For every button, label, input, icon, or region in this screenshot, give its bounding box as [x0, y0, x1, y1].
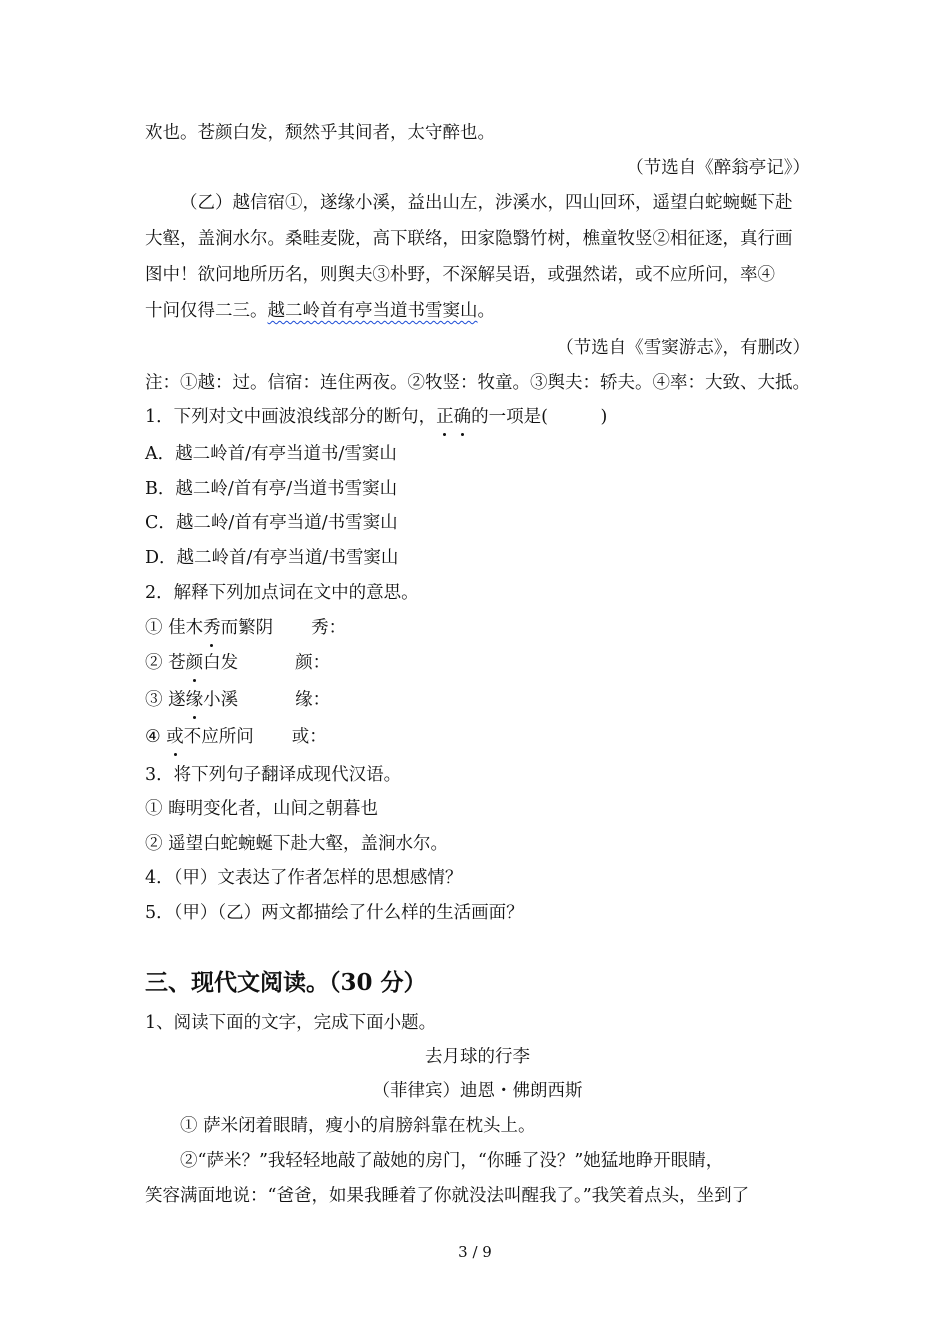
- passage-b-line-2: 大壑，盖涧水尔。桑畦麦陇，高下联络，田家隐翳竹树，樵童牧竖②相征逐，真行画: [145, 229, 793, 249]
- passage-a-source: （节选自《醉翁亭记》）: [626, 158, 810, 178]
- option-b: B．越二岭/首有亭/当道书雪窦山: [145, 479, 398, 499]
- passage-b-source: （节选自《雪窦游志》，有删改）: [556, 338, 810, 358]
- q2-item-3-dotted: 缘: [186, 687, 204, 713]
- dotted-char-2: 确: [454, 404, 472, 430]
- story-title: 去月球的行李: [425, 1047, 530, 1067]
- passage-b-line-4-plain: 十问仅得二三。: [145, 301, 268, 321]
- q3-item-1: ① 晦明变化者，山间之朝暮也: [145, 799, 379, 819]
- passage-a-last-line: 欢也。苍颜白发，颓然乎其间者，太守醉也。: [145, 123, 495, 143]
- q2-item-1-dotted: 秀: [203, 615, 221, 641]
- q2-item-3-label: 缘：: [295, 690, 331, 710]
- q2-item-2-dotted: 颜: [186, 650, 204, 676]
- q2-item-2-post: 白发: [203, 653, 239, 673]
- question-1-prefix: 1．下列对文中画波浪线部分的断句，: [145, 407, 437, 427]
- q2-item-4-post: 不应所问: [183, 727, 254, 747]
- dotted-char-1: 正: [436, 404, 454, 430]
- wavy-underlined-sentence: 越二岭首有亭当道书雪窦山: [267, 301, 478, 321]
- story-paragraph-1: ① 萨米闭着眼睛，瘦小的肩膀斜靠在枕头上。: [180, 1116, 536, 1136]
- page-number: 3 / 9: [458, 1243, 492, 1261]
- story-author: （菲律宾）迪恩・佛朗西斯: [372, 1081, 583, 1101]
- q2-item-2-label: 颜：: [295, 653, 331, 673]
- question-5: 5．（甲）（乙）两文都描绘了什么样的生活画面？: [145, 903, 524, 923]
- q3-item-2: ② 遥望白蛇蜿蜒下赴大壑，盖涧水尔。: [145, 834, 449, 854]
- q2-item-4-label: 或：: [291, 727, 327, 747]
- question-2-title: 2．解释下列加点词在文中的意思。: [145, 583, 419, 603]
- q2-item-1-label: 秀：: [311, 618, 347, 638]
- question-3-title: 3．将下列句子翻译成现代汉语。: [145, 765, 402, 785]
- q2-item-3-post: 小溪: [203, 690, 239, 710]
- option-a: A．越二岭首/有亭当道书/雪窦山: [145, 444, 397, 464]
- q2-item-3-pre: ③ 遂: [145, 690, 186, 710]
- option-d: D．越二岭首/有亭当道/书雪窦山: [145, 548, 399, 568]
- q2-item-4-pre: ④: [145, 727, 167, 747]
- q2-item-2: [145, 650, 810, 676]
- q2-item-4-dotted: 或: [166, 724, 184, 750]
- passage-b-line-3: 图中！欲问地所历名，则舆夫③朴野，不深解吴语，或强然诺，或不应所问，率④: [145, 265, 775, 285]
- q2-item-1-pre: ① 佳木: [145, 618, 204, 638]
- question-4: 4．（甲）文表达了作者怎样的思想感情？: [145, 868, 463, 888]
- story-paragraph-2-cont: 笑容满面地说：“爸爸，如果我睡着了你就没法叫醒我了。”我笑着点头，坐到了: [145, 1186, 750, 1206]
- passage-b-note: 注：①越：过。信宿：连住两夜。②牧竖：牧童。③舆夫：轿夫。④率：大致、大抵。: [145, 373, 810, 393]
- question-1-suffix: 的一项是( ): [471, 407, 608, 427]
- q2-item-4: [145, 724, 810, 750]
- q2-item-1: [145, 615, 810, 641]
- passage-b-line-1: （乙）越信宿①，遂缘小溪，益出山左，涉溪水，四山回环，遥望白蛇蜿蜒下赴: [180, 193, 793, 213]
- q2-item-1-post: 而繁阴: [220, 618, 274, 638]
- story-paragraph-2: ②“萨米？”我轻轻地敲了敲她的房门，“你睡了没？”她猛地睁开眼睛，: [180, 1151, 724, 1171]
- passage-b-line-4-end: 。: [477, 301, 495, 321]
- passage-b-line-4: [145, 298, 810, 324]
- question-1: [145, 404, 810, 430]
- section-3-heading: 三、现代文阅读。（30 分）: [145, 969, 427, 996]
- option-c: C．越二岭/首有亭当道/书雪窦山: [145, 513, 398, 533]
- q2-item-3: [145, 687, 810, 713]
- q2-item-2-pre: ② 苍: [145, 653, 186, 673]
- section-3-intro: 1、阅读下面的文字，完成下面小题。: [145, 1013, 437, 1033]
